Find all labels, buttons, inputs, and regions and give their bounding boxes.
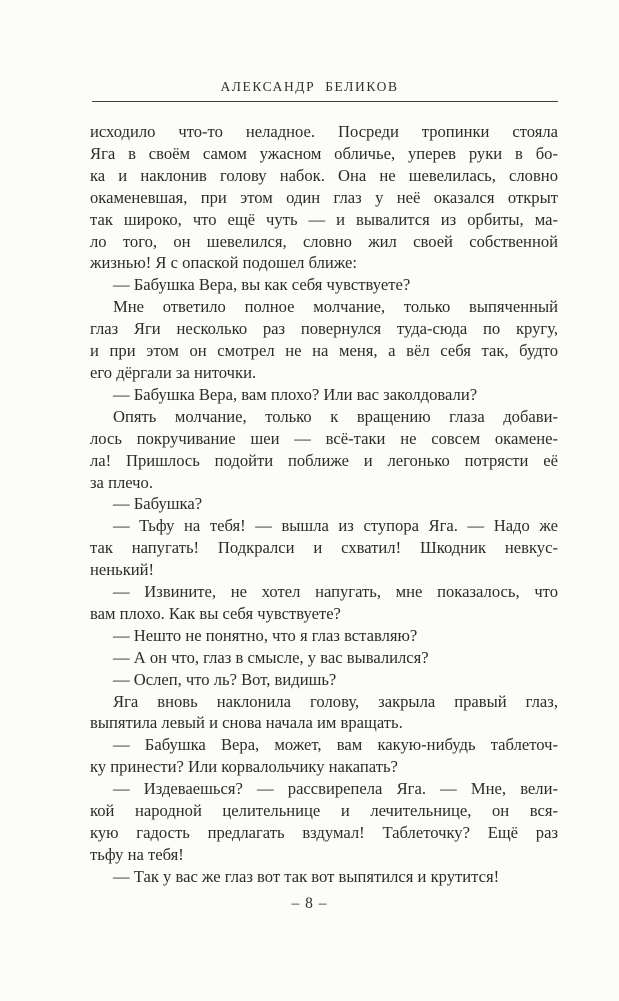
text-line: — Бабушка Вера, может, вам какую-нибудь таблеточ- [113, 735, 558, 755]
body-text [90, 121, 558, 888]
text-line: лось покручивание шеи — всё-таки не совсем окамене- [90, 428, 558, 448]
paragraph [90, 581, 558, 625]
text-line: ла! Пришлось подойти поближе и легонько потрясти её [90, 450, 558, 470]
text-line: Яга в своём самом ужасном обличье, уперев руки в бо- [90, 143, 558, 163]
text-line: его дёргали за ниточки. [90, 362, 257, 382]
text-line: Опять молчание, только к вращению глаза добави- [113, 406, 558, 426]
text-line: глаз Яги несколько раз повернулся туда-сюда по кругу, [90, 319, 558, 339]
paragraph [90, 669, 558, 691]
text-line: окаменевшая, при этом один глаз у неё оказался открыт [90, 187, 558, 207]
text-line: Яга вновь наклонила голову, закрыла правый глаз, [113, 691, 558, 711]
paragraph [90, 406, 558, 494]
text-line: тьфу на тебя! [90, 844, 184, 864]
paragraph [90, 866, 558, 888]
text-line: исходило что-то неладное. Посреди тропинки стояла [90, 122, 558, 141]
text-line: — Бабушка? [113, 494, 203, 514]
text-line: — Бабушка Вера, вам плохо? Или вас заколдовали? [113, 384, 478, 404]
text-line: ло того, он шевелился, словно жил своей собственной [90, 231, 558, 251]
text-line: так широко, что ещё чуть — и вывалится из орбиты, ма- [90, 209, 558, 229]
running-head-author: АЛЕКСАНДР БЕЛИКОВ [220, 79, 399, 94]
text-line: жизнью! Я с опаской подошел ближе: [90, 253, 358, 273]
text-line: — А он что, глаз в смысле, у вас вывалился? [113, 647, 429, 667]
text-line: кую гадость предлагать вздумал! Таблеточку? Ещё раз [90, 823, 558, 842]
text-line: — Нешто не понятно, что я глаз вставляю? [113, 625, 418, 645]
paragraph [90, 121, 558, 274]
text-line: — Ослеп, что ль? Вот, видишь? [113, 669, 337, 689]
paragraph [90, 734, 558, 778]
text-line: и при этом он смотрел не на меня, а вёл себя так, будто [90, 341, 558, 361]
text-line: — Так у вас же глаз вот так вот выпятился и крутится! [113, 866, 500, 886]
paragraph [90, 274, 558, 296]
text-line: за плечо. [90, 472, 153, 492]
text-line: ка и наклонив голову набок. Она не шевелилась, словно [90, 165, 558, 185]
text-line: Мне ответило полное молчание, только выпяченный [113, 297, 558, 317]
paragraph [90, 647, 558, 669]
paragraph [90, 625, 558, 647]
paragraph [90, 515, 558, 581]
text-line: вам плохо. Как вы себя чувствуете? [90, 603, 341, 623]
paragraph [90, 296, 558, 384]
text-line: — Извините, не хотел напугать, мне показалось, что [113, 582, 558, 602]
text-line: ненький! [90, 560, 155, 580]
paragraph [90, 384, 558, 406]
text-line: — Тьфу на тебя! — вышла из ступора Яга. — Надо же [113, 516, 558, 536]
header-rule [92, 101, 558, 102]
paragraph [90, 778, 558, 866]
page-number: – 8 – [291, 895, 328, 912]
paragraph [90, 691, 558, 735]
text-line: — Издеваешься? — рассвирепела Яга. — Мне, вели- [113, 779, 558, 799]
text-line: ку принести? Или корвалольчику накапать? [90, 757, 398, 777]
text-line: так напугать! Подкралси и схватил! Шкодник невкус- [90, 538, 558, 558]
paragraph [90, 493, 558, 515]
text-line: кой народной целительнице и лечительнице, он вся- [90, 801, 558, 821]
text-line: выпятила левый и снова начала им вращать. [90, 713, 403, 733]
text-line: — Бабушка Вера, вы как себя чувствуете? [113, 275, 411, 295]
